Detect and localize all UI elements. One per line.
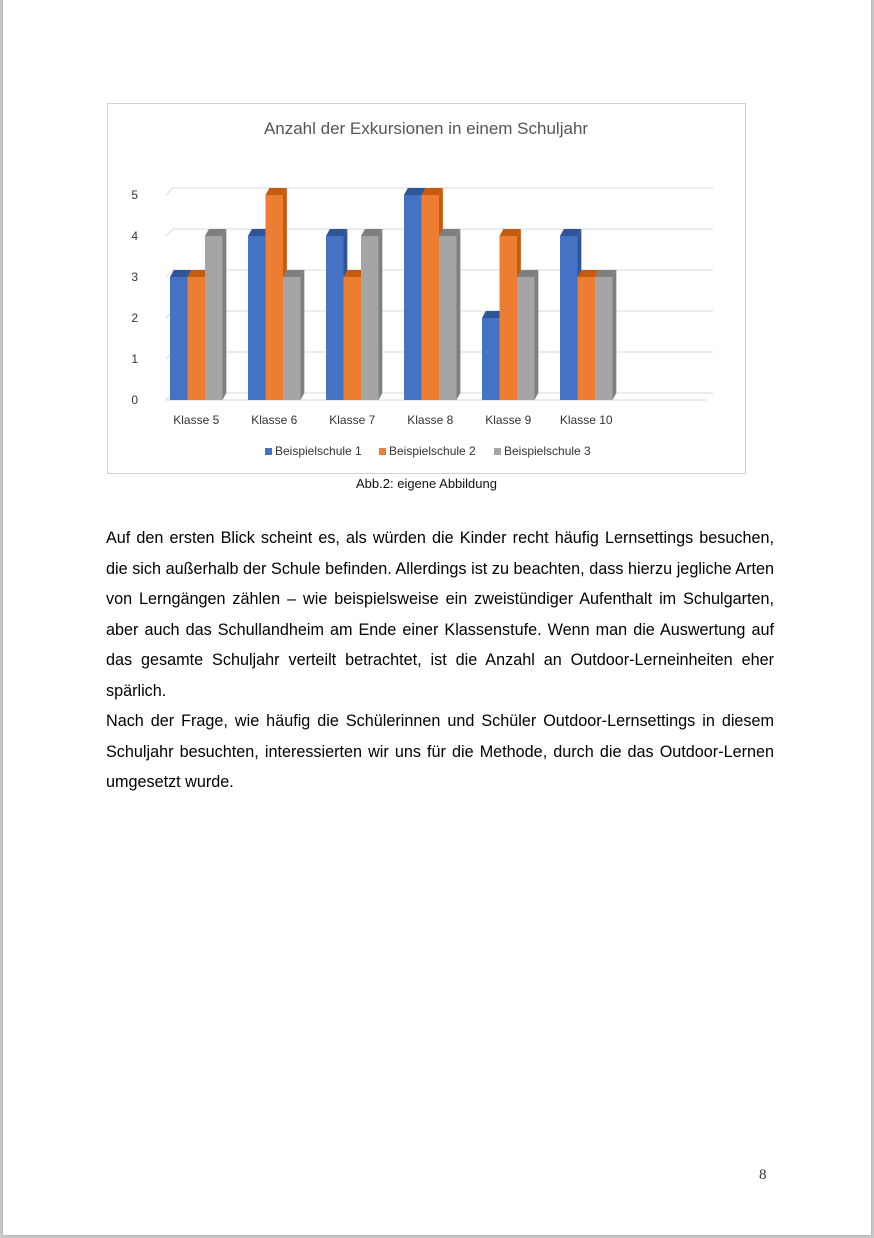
- legend-swatch: [265, 448, 272, 455]
- body-text: [106, 523, 774, 798]
- legend-label: Beispielschule 3: [504, 444, 591, 458]
- page-number: 8: [759, 1167, 767, 1183]
- bar: [361, 229, 382, 400]
- bar: [205, 229, 226, 400]
- bar-front: [517, 277, 535, 400]
- bar-side: [457, 229, 461, 400]
- bar: [595, 270, 616, 400]
- legend-swatch: [494, 448, 501, 455]
- grid-line-depth: [166, 188, 173, 195]
- bar-front: [205, 236, 223, 400]
- x-tick-label: Klasse 8: [407, 413, 454, 427]
- bar-side: [379, 229, 383, 400]
- chart-bars: [170, 188, 616, 400]
- grid-line-depth: [166, 229, 173, 236]
- legend-item: [265, 444, 362, 458]
- bar-side: [223, 229, 227, 400]
- x-tick-label: Klasse 5: [173, 413, 220, 427]
- y-tick-label: 3: [131, 270, 138, 284]
- bar-front: [170, 277, 188, 400]
- legend-item: [494, 444, 591, 458]
- y-tick-label: 0: [131, 393, 138, 407]
- bar-front: [344, 277, 362, 400]
- y-tick-label: 4: [131, 229, 138, 243]
- bar: [283, 270, 304, 400]
- bar-front: [422, 195, 440, 400]
- bar-side: [613, 270, 617, 400]
- chart-canvas: [108, 104, 745, 473]
- legend-label: Beispielschule 2: [389, 444, 476, 458]
- x-tick-label: Klasse 6: [251, 413, 298, 427]
- y-tick-label: 2: [131, 311, 138, 325]
- legend-item: [379, 444, 476, 458]
- bar-front: [326, 236, 344, 400]
- chart-title: Anzahl der Exkursionen in einem Schuljahr: [263, 119, 589, 138]
- legend-swatch: [379, 448, 386, 455]
- x-tick-label: Klasse 10: [559, 413, 613, 427]
- bar-front: [500, 236, 518, 400]
- bar-front: [248, 236, 266, 400]
- figure-caption: Abb.2: eigene Abbildung: [356, 476, 497, 491]
- paragraph-2: Nach der Frage, wie häufig die Schülerinnen und Schüler Outdoor-Lernsettings in diesem Schuljahr besuchten, interessierten wir uns für die Methode, durch die das Outdoor-Lernen umgesetzt wurde.: [106, 712, 774, 791]
- legend-label: Beispielschule 1: [275, 444, 362, 458]
- bar-front: [266, 195, 284, 400]
- y-axis-ticks: [131, 188, 138, 407]
- bar-front: [595, 277, 613, 400]
- bar-side: [301, 270, 305, 400]
- y-tick-label: 1: [131, 352, 138, 366]
- bar-front: [560, 236, 578, 400]
- x-tick-label: Klasse 9: [485, 413, 532, 427]
- x-axis-ticks: [173, 413, 613, 427]
- bar: [439, 229, 460, 400]
- bar-front: [361, 236, 379, 400]
- bar-front: [578, 277, 596, 400]
- bar-front: [283, 277, 301, 400]
- y-tick-label: 5: [131, 188, 138, 202]
- bar-front: [439, 236, 457, 400]
- bar-chart: [107, 103, 746, 474]
- bar-side: [535, 270, 539, 400]
- paragraph-1: Auf den ersten Blick scheint es, als würden die Kinder recht häufig Lernsettings besuchen, die sich außerhalb der Schule befinden. Allerdings ist zu beachten, dass hierzu jegliche Arten von Lerngängen zählen – wie beispielsweise ein zweistündiger Aufenthalt im Schulgarten, aber auch das Schullandheim am Ende einer Klassenstufe. Wenn man die Auswertung auf das gesamte Schuljahr verteilt betrachtet, ist die Anzahl an Outdoor-Lerneinheiten eher spärlich.: [106, 529, 774, 700]
- bar-front: [188, 277, 206, 400]
- chart-legend: [265, 444, 591, 458]
- bar-front: [404, 195, 422, 400]
- document-page: [3, 0, 871, 1235]
- bar-front: [482, 318, 500, 400]
- x-tick-label: Klasse 7: [329, 413, 376, 427]
- bar: [517, 270, 538, 400]
